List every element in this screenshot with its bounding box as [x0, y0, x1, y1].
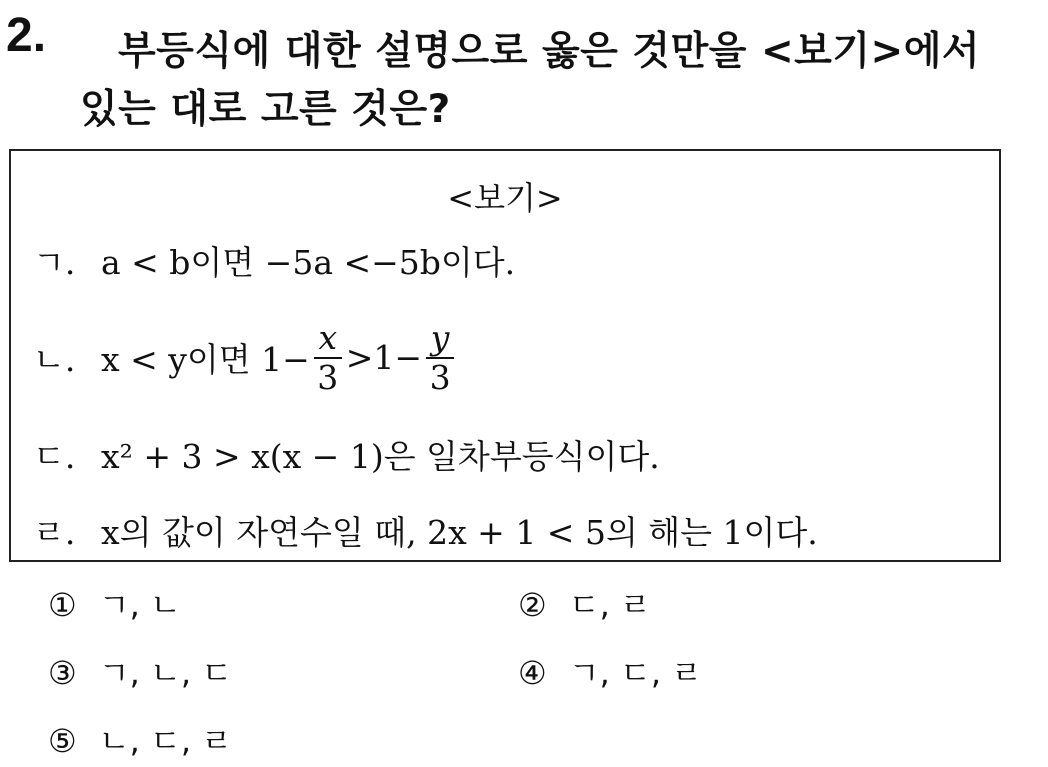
question-text-line1: 부등식에 대한 설명으로 옳은 것만을 <보기>에서: [118, 29, 981, 74]
answer-choice-2[interactable]: [518, 580, 651, 626]
item-statement-part2: >1−: [345, 338, 423, 378]
item-marker: ㄷ.: [33, 437, 76, 476]
item-statement-part1: x < y이면 1−: [101, 340, 310, 380]
item-marker: ㄱ.: [33, 243, 76, 282]
choice-number: ④: [518, 654, 547, 692]
bogi-item-nieun: [33, 319, 458, 397]
choice-number: ③: [48, 654, 77, 692]
choice-text: ㄱ, ㄴ, ㄷ: [98, 654, 233, 692]
bogi-box: [9, 149, 1001, 562]
answer-choice-3[interactable]: [48, 648, 232, 694]
fraction-numerator: x: [318, 318, 338, 357]
answer-choice-4[interactable]: [518, 648, 702, 694]
bogi-item-rieul: [33, 507, 818, 554]
question-number: 2.: [6, 9, 47, 62]
item-marker: ㄴ.: [33, 340, 76, 380]
fraction-numerator: y: [430, 318, 450, 357]
choice-text: ㄴ, ㄷ, ㄹ: [98, 722, 233, 760]
answer-choice-1[interactable]: [48, 580, 181, 626]
question-text-line2: 있는 대로 고른 것은?: [80, 87, 451, 132]
choice-text: ㄱ, ㄴ: [98, 586, 181, 624]
choice-number: ②: [518, 586, 547, 624]
choice-text: ㄷ, ㄹ: [568, 586, 651, 624]
item-statement: x² + 3 > x(x − 1)은 일차부등식이다.: [101, 437, 660, 476]
item-marker: ㄹ.: [33, 513, 76, 552]
answer-choice-5[interactable]: [48, 716, 232, 762]
choice-text: ㄱ, ㄷ, ㄹ: [568, 654, 703, 692]
fraction-denominator: 3: [429, 357, 451, 397]
bogi-item-digeut: [33, 431, 660, 478]
fraction-denominator: 3: [317, 357, 339, 397]
item-statement: a < b이면 −5a <−5b이다.: [101, 243, 516, 282]
choice-number: ⑤: [48, 722, 77, 760]
fraction-x-over-3: [314, 319, 342, 397]
bogi-title: <보기>: [447, 179, 563, 217]
bogi-item-giyeok: [33, 237, 515, 284]
item-statement: x의 값이 자연수일 때, 2x + 1 < 5의 해는 1이다.: [101, 513, 818, 552]
choice-number: ①: [48, 586, 77, 624]
fraction-y-over-3: [426, 319, 454, 397]
